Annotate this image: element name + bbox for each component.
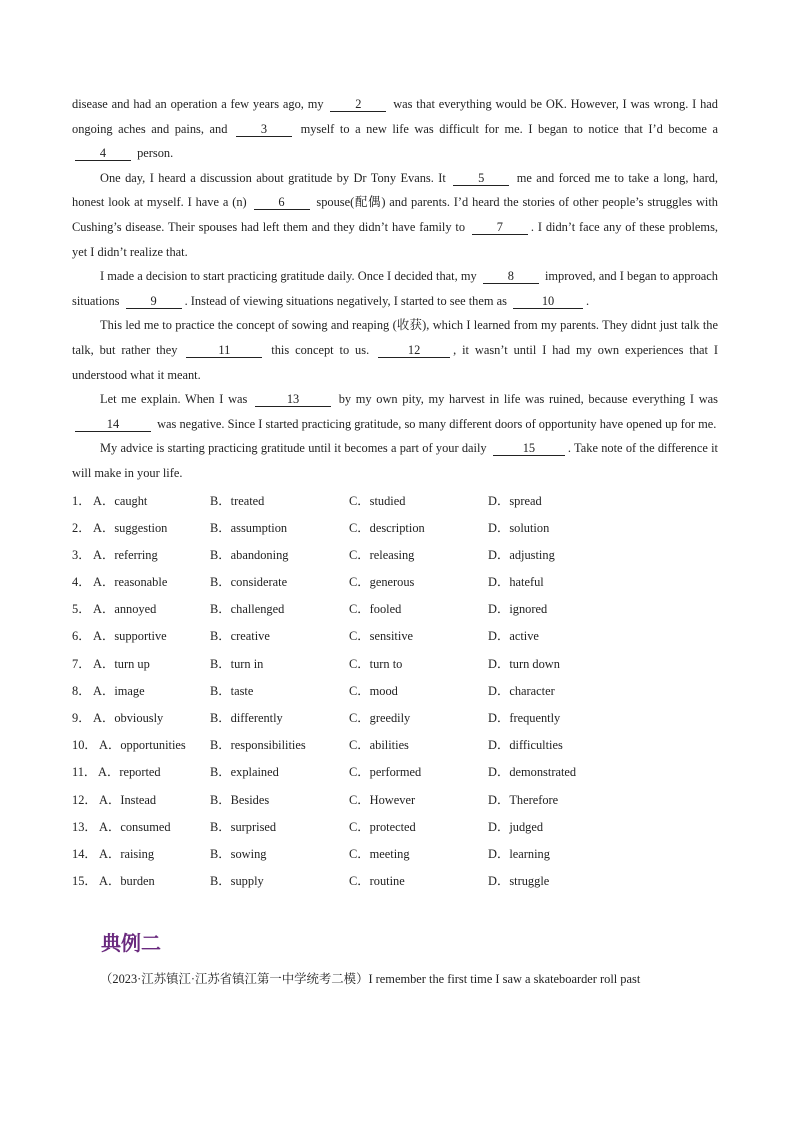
option-a[interactable]: A．raising (99, 846, 155, 861)
option-d[interactable]: D．learning (488, 846, 550, 861)
option-row (72, 569, 718, 596)
option-d[interactable]: D．frequently (488, 711, 561, 725)
option-b[interactable]: B．responsibilities (210, 738, 306, 753)
passage-text: improved, and I began to approach situations (72, 269, 718, 308)
option-b[interactable]: B．surprised (210, 819, 277, 834)
question-number: 2． (72, 520, 91, 535)
option-row (72, 651, 718, 678)
passage-text: , it wasn’t until I had my own experiences that I understood what it meant. (72, 342, 719, 382)
answer-blank: 14 (75, 417, 151, 432)
passage-text: disease and had an operation a few years ago, my (72, 97, 328, 111)
option-c[interactable]: C．description (349, 520, 425, 535)
option-d[interactable]: D．character (488, 683, 555, 698)
option-a[interactable]: A．supportive (93, 629, 167, 644)
passage-paragraph (72, 264, 718, 313)
option-c[interactable]: C．meeting (349, 846, 410, 861)
question-number: 4． (72, 575, 91, 590)
option-d[interactable]: D．judged (488, 819, 544, 834)
option-row (72, 868, 718, 895)
answer-blank: 3 (236, 122, 292, 137)
answer-options (72, 488, 718, 896)
question-number: 10． (72, 738, 97, 753)
answer-blank: 13 (255, 392, 331, 407)
option-b[interactable]: B．Besides (210, 792, 270, 807)
passage-text: I made a decision to start practicing gratitude daily. Once I decided that, my (100, 269, 480, 284)
option-row (72, 596, 718, 623)
option-b[interactable]: B．differently (210, 711, 283, 725)
question-number: 3． (72, 547, 91, 562)
option-c[interactable]: C．mood (349, 683, 398, 698)
option-row (72, 623, 718, 650)
option-d[interactable]: D．ignored (488, 602, 548, 617)
passage-paragraph (72, 436, 718, 485)
next-example-intro: （2023·江苏镇江·江苏省镇江第一中学统考二模）I remember the first time I saw a skateboarder roll past (100, 972, 641, 987)
option-a[interactable]: A．suggestion (93, 520, 168, 535)
option-a[interactable]: A．burden (99, 874, 155, 889)
passage-text: person. (134, 146, 174, 161)
passage-text: This led me to practice the concept of sowing and reaping (收获), which I learned from my parents. They didnt just talk the talk, but rather they (72, 318, 718, 357)
answer-blank: 5 (453, 171, 509, 186)
question-number: 5． (72, 602, 91, 617)
passage-text: was negative. Since I started practicing gratitude, so many different doors of opportunity have opened up for me. (154, 416, 717, 431)
question-number: 1． (72, 493, 91, 508)
passage-paragraph (72, 92, 718, 166)
option-b[interactable]: B．challenged (210, 602, 285, 617)
option-row (72, 841, 718, 868)
passage-text: was that everything would be OK. However, I was wrong. I had ongoing aches and pains, and (72, 97, 719, 136)
option-b[interactable]: B．explained (210, 765, 279, 780)
answer-blank: 7 (472, 220, 528, 235)
option-row (72, 515, 718, 542)
question-number: 15． (72, 874, 97, 889)
option-c[interactable]: C．performed (349, 765, 422, 780)
passage-text: myself to a new life was difficult for me. I began to notice that I’d become a (295, 121, 719, 136)
question-number: 6． (72, 629, 91, 644)
answer-blank: 12 (378, 343, 450, 358)
option-a[interactable]: A．Instead (99, 792, 157, 807)
option-a[interactable]: A．annoyed (93, 602, 157, 617)
passage-paragraph (72, 387, 718, 436)
option-a[interactable]: A．reasonable (93, 575, 168, 590)
passage-text: this concept to us. (265, 342, 376, 357)
question-number: 8． (72, 683, 91, 698)
option-d[interactable]: D．adjusting (488, 547, 555, 562)
question-number: 9． (72, 711, 91, 725)
option-d[interactable]: D．turn down (488, 656, 560, 671)
question-number: 11． (72, 765, 97, 780)
option-b[interactable]: B．supply (210, 874, 264, 889)
option-row (72, 759, 718, 786)
option-c[interactable]: C．studied (349, 493, 406, 508)
passage-text: Let me explain. When I was (100, 392, 253, 407)
option-row (72, 814, 718, 841)
passage-text: by my own pity, my harvest in life was ruined, because everything I was (334, 392, 718, 407)
option-c[interactable]: C．sensitive (349, 629, 414, 644)
passage-paragraph (72, 166, 718, 264)
option-a[interactable]: A．caught (93, 493, 148, 508)
option-a[interactable]: A．referring (93, 547, 158, 562)
option-a[interactable]: A．opportunities (99, 738, 186, 753)
section-title: 典例二 (101, 931, 161, 956)
passage-text: . (586, 293, 590, 308)
answer-blank: 8 (483, 269, 539, 284)
option-b[interactable]: B．creative (210, 629, 270, 644)
option-c[interactable]: C．releasing (349, 547, 415, 562)
option-b[interactable]: B．taste (210, 683, 254, 698)
option-c[interactable]: C．routine (349, 874, 405, 889)
option-row (72, 488, 718, 515)
option-d[interactable]: D．solution (488, 520, 550, 535)
answer-blank: 6 (254, 195, 310, 210)
option-b[interactable]: B．considerate (210, 575, 288, 590)
option-c[interactable]: C．turn to (349, 656, 403, 671)
option-b[interactable]: B．assumption (210, 520, 288, 535)
option-c[interactable]: C．greedily (349, 711, 411, 725)
option-d[interactable]: D．difficulties (488, 738, 563, 753)
cloze-passage (72, 92, 718, 486)
option-row (72, 678, 718, 705)
option-b[interactable]: B．sowing (210, 846, 267, 861)
option-d[interactable]: D．hateful (488, 575, 544, 590)
option-row (72, 732, 718, 759)
question-number: 14． (72, 846, 97, 861)
answer-blank: 9 (126, 294, 182, 309)
passage-text: me and forced me to take a long, hard, honest look at myself. I have a (n) (72, 170, 718, 210)
question-number: 13． (72, 819, 97, 834)
option-a[interactable]: A．obviously (93, 711, 164, 725)
option-b[interactable]: B．treated (210, 493, 265, 508)
option-c[interactable]: C．However (349, 792, 416, 807)
option-row (72, 542, 718, 569)
option-c[interactable]: C．fooled (349, 602, 402, 617)
answer-blank: 11 (186, 343, 262, 358)
option-row (72, 705, 718, 732)
passage-paragraph (72, 313, 718, 387)
option-a[interactable]: A．reported (98, 765, 161, 780)
option-d[interactable]: D．Therefore (488, 792, 559, 807)
question-number: 7． (72, 656, 91, 671)
option-c[interactable]: C．generous (349, 575, 415, 590)
question-number: 12． (72, 792, 97, 807)
option-a[interactable]: A．turn up (93, 656, 150, 671)
option-a[interactable]: A．image (93, 683, 145, 698)
answer-blank: 4 (75, 146, 131, 161)
option-b[interactable]: B．abandoning (210, 547, 289, 562)
passage-text: . Take note of the difference it will make in your life. (72, 441, 718, 480)
answer-blank: 10 (513, 294, 583, 309)
passage-text: . Instead of viewing situations negatively, I started to see them as (184, 293, 511, 308)
option-d[interactable]: D．active (488, 629, 539, 644)
passage-text: . I didn’t face any of these problems, yet I didn’t realize that. (72, 219, 718, 259)
option-b[interactable]: B．turn in (210, 656, 264, 671)
answer-blank: 15 (493, 441, 565, 456)
option-d[interactable]: D．demonstrated (488, 765, 577, 780)
option-row (72, 787, 718, 814)
passage-text: My advice is starting practicing gratitude until it becomes a part of your daily (100, 441, 490, 456)
option-a[interactable]: A．consumed (99, 819, 171, 834)
option-d[interactable]: D．spread (488, 493, 542, 508)
answer-blank: 2 (330, 97, 386, 112)
option-c[interactable]: C．protected (349, 819, 416, 834)
passage-text: One day, I heard a discussion about gratitude by Dr Tony Evans. It (100, 170, 451, 185)
passage-text: spouse(配偶) and parents. I’d heard the stories of other people’s struggles with Cushing’s disease. Their spouses had left them and they didn’t have family to (72, 195, 718, 234)
option-d[interactable]: D．struggle (488, 874, 550, 889)
option-c[interactable]: C．abilities (349, 738, 409, 753)
